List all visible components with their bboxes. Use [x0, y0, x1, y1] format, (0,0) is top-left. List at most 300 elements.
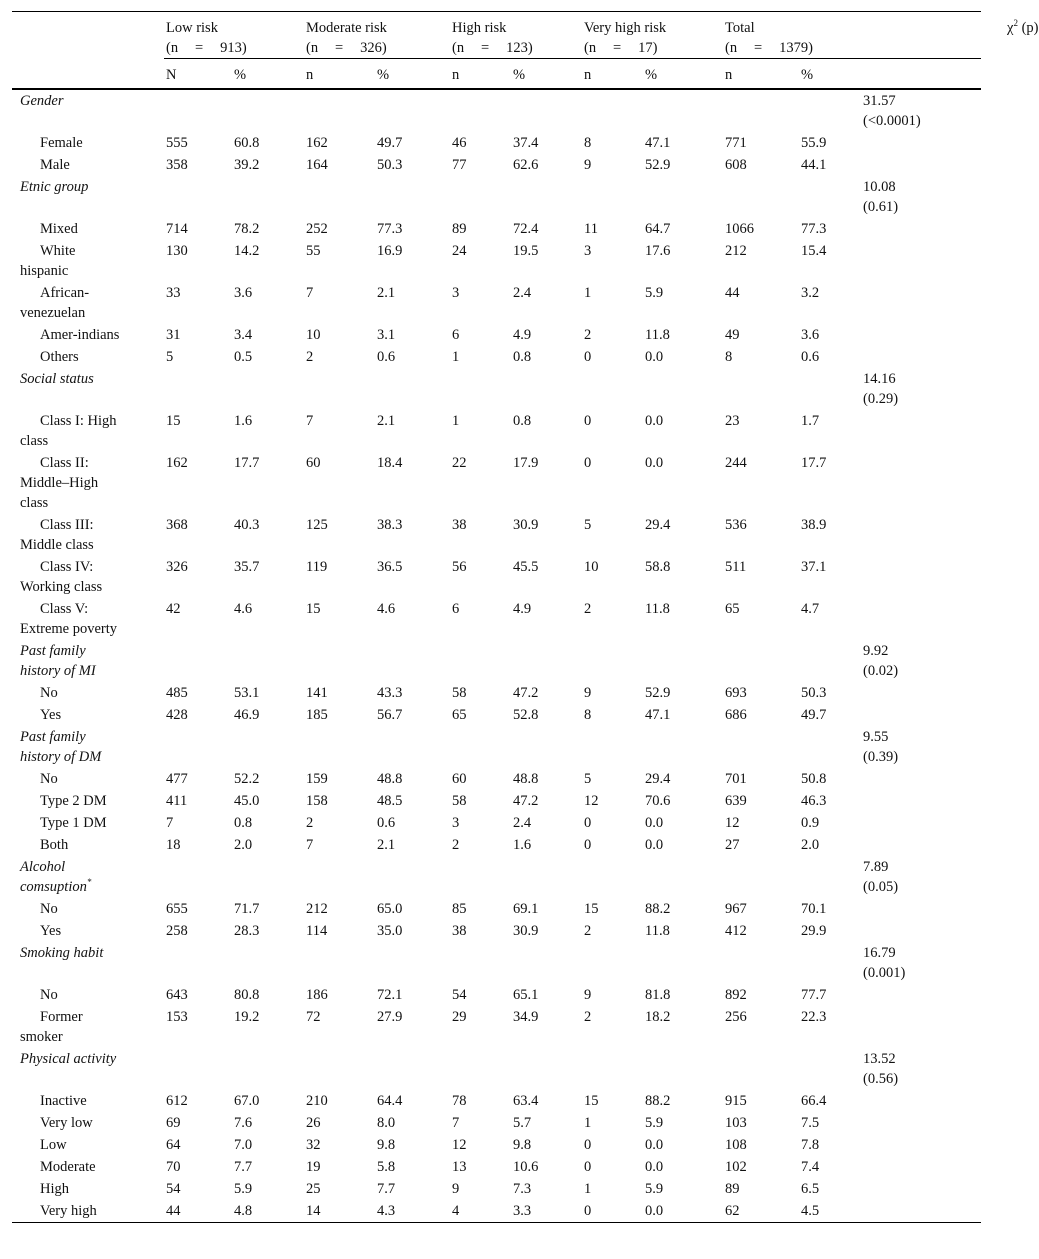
cell-value: 511 — [725, 559, 747, 575]
category-label: Smoking habit — [20, 945, 104, 961]
row-label: Mixed — [40, 221, 78, 237]
cell-value: 10 — [306, 327, 321, 343]
cell-value: 17.7 — [801, 455, 827, 471]
cell-value: 58.8 — [645, 559, 671, 575]
cell-value: 5 — [584, 517, 592, 533]
table-row — [12, 790, 981, 812]
cell-value: 9.8 — [377, 1137, 396, 1153]
cell-value: 1.6 — [234, 413, 253, 429]
cell-value: 34.9 — [513, 1009, 539, 1025]
cell-value: 3.2 — [801, 285, 820, 301]
row-label: Class V: Extreme poverty — [20, 601, 118, 637]
cell-value: 77.7 — [801, 987, 827, 1003]
cell-value: 62 — [723, 1200, 799, 1223]
cell-value: 78.2 — [234, 221, 260, 237]
cell-value: 103 — [725, 1115, 747, 1131]
cell-value: 0.0 — [645, 1159, 664, 1175]
cell-value: 17.7 — [234, 455, 260, 471]
table-row — [12, 704, 981, 726]
cell-value: 13 — [452, 1159, 467, 1175]
cell-value: 54 — [452, 987, 467, 1003]
category-row-physical — [12, 1048, 981, 1090]
header-moderate-risk: Moderate risk (n = 326) — [304, 12, 450, 59]
category-row-alcohol — [12, 856, 981, 898]
table-row — [12, 1178, 981, 1200]
cell-value: 6 — [452, 601, 460, 617]
cell-value: 7 — [306, 285, 314, 301]
cell-value: 2 — [584, 923, 592, 939]
cell-value: 72 — [306, 1009, 321, 1025]
cell-value: 7.3 — [513, 1181, 532, 1197]
cell-value: 55 — [306, 243, 321, 259]
cell-value: 164 — [306, 157, 328, 173]
table-row — [12, 132, 981, 154]
row-label: Others — [40, 349, 79, 365]
cell-value: 30.9 — [513, 923, 539, 939]
cell-value: 44 — [725, 285, 740, 301]
table-row — [12, 1200, 981, 1223]
cell-value: 7.8 — [801, 1137, 820, 1153]
cell-value: 0 — [584, 1159, 592, 1175]
cell-value: 10.6 — [513, 1159, 539, 1175]
cell-value: 18.4 — [377, 455, 403, 471]
cell-value: 714 — [166, 221, 188, 237]
cell-value: 102 — [725, 1159, 747, 1175]
risk-table — [12, 11, 1039, 1223]
cell-value: 46.3 — [801, 793, 827, 809]
cell-value: 40.3 — [234, 517, 260, 533]
cell-value: 119 — [306, 559, 328, 575]
cell-value: 77 — [452, 157, 467, 173]
cell-value: 5 — [584, 771, 592, 787]
cell-value: 108 — [725, 1137, 747, 1153]
cell-value: 0.8 — [513, 349, 532, 365]
cell-value: 47.2 — [513, 685, 539, 701]
cell-value: 5.8 — [377, 1159, 396, 1175]
cell-value: 9 — [584, 685, 592, 701]
cell-value: 77.3 — [377, 221, 403, 237]
cell-value: 1 — [584, 1115, 592, 1131]
cell-value: 15 — [166, 413, 181, 429]
chi-value: 10.08 (0.61) — [863, 179, 899, 215]
cell-value: 258 — [166, 923, 188, 939]
table-row — [12, 346, 981, 368]
cell-value: 38 — [452, 923, 467, 939]
row-label: Very low — [40, 1115, 93, 1131]
row-label: Moderate — [40, 1159, 96, 1175]
row-label: African- venezuelan — [20, 285, 90, 321]
cell-value: 4.3 — [375, 1200, 450, 1223]
cell-value: 256 — [725, 1009, 747, 1025]
table-row — [12, 1156, 981, 1178]
category-label: Physical activity — [20, 1051, 117, 1067]
cell-value: 5 — [166, 349, 174, 365]
cell-value: 643 — [166, 987, 188, 1003]
table-row — [12, 682, 981, 704]
cell-value: 3.3 — [511, 1200, 582, 1223]
cell-value: 7 — [306, 837, 314, 853]
cell-value: 2.4 — [513, 815, 532, 831]
table-row — [12, 768, 981, 790]
cell-value: 80.8 — [234, 987, 260, 1003]
cell-value: 35.0 — [377, 923, 403, 939]
category-row-smoking — [12, 942, 981, 984]
cell-value: 0.0 — [645, 1137, 664, 1153]
cell-value: 0.8 — [234, 815, 253, 831]
cell-value: 1 — [584, 285, 592, 301]
cell-value: 15 — [584, 901, 599, 917]
cell-value: 3 — [452, 815, 460, 831]
cell-value: 4.9 — [513, 601, 532, 617]
cell-value: 639 — [725, 793, 747, 809]
cell-value: 0 — [584, 1137, 592, 1153]
cell-value: 53.1 — [234, 685, 260, 701]
cell-value: 153 — [166, 1009, 188, 1025]
cell-value: 3 — [584, 243, 592, 259]
table-row — [12, 240, 981, 282]
chi-value: 14.16 (0.29) — [863, 371, 899, 407]
cell-value: 48.5 — [377, 793, 403, 809]
cell-value: 1 — [452, 349, 460, 365]
cell-value: 19.2 — [234, 1009, 260, 1025]
header-sub-row: N % n % n % n % n % — [12, 59, 981, 90]
cell-value: 11.8 — [645, 327, 670, 343]
cell-value: 69 — [166, 1115, 181, 1131]
cell-value: 358 — [166, 157, 188, 173]
cell-value: 52.2 — [234, 771, 260, 787]
cell-value: 77.3 — [801, 221, 827, 237]
cell-value: 555 — [166, 135, 188, 151]
cell-value: 1 — [584, 1181, 592, 1197]
cell-value: 2.4 — [513, 285, 532, 301]
cell-value: 9 — [452, 1181, 460, 1197]
cell-value: 14 — [304, 1200, 375, 1223]
cell-value: 37.4 — [513, 135, 539, 151]
cell-value: 0.9 — [801, 815, 820, 831]
cell-value: 162 — [306, 135, 328, 151]
cell-value: 2 — [306, 349, 314, 365]
cell-value: 693 — [725, 685, 747, 701]
cell-value: 67.0 — [234, 1093, 260, 1109]
table-row — [12, 218, 981, 240]
table-row — [12, 514, 981, 556]
cell-value: 72.1 — [377, 987, 403, 1003]
cell-value: 49.7 — [377, 135, 403, 151]
header-high-risk: High risk (n = 123) — [450, 12, 582, 59]
table-body — [12, 89, 981, 1223]
cell-value: 967 — [725, 901, 747, 917]
cell-value: 49 — [725, 327, 740, 343]
cell-value: 66.4 — [801, 1093, 827, 1109]
table-row — [12, 984, 981, 1006]
cell-value: 63.4 — [513, 1093, 539, 1109]
cell-value: 7.0 — [234, 1137, 253, 1153]
cell-value: 0 — [584, 349, 592, 365]
cell-value: 212 — [725, 243, 747, 259]
cell-value: 3 — [452, 285, 460, 301]
cell-value: 70.1 — [801, 901, 827, 917]
cell-value: 29.4 — [645, 771, 671, 787]
cell-value: 89 — [725, 1181, 740, 1197]
cell-value: 252 — [306, 221, 328, 237]
cell-value: 412 — [725, 923, 747, 939]
cell-value: 0.5 — [234, 349, 253, 365]
row-label: Class I: High class — [20, 413, 117, 449]
cell-value: 114 — [306, 923, 328, 939]
cell-value: 32 — [306, 1137, 321, 1153]
cell-value: 368 — [166, 517, 188, 533]
cell-value: 18 — [166, 837, 181, 853]
cell-value: 485 — [166, 685, 188, 701]
row-label: Yes — [40, 707, 62, 723]
cell-value: 4.8 — [232, 1200, 304, 1223]
cell-value: 50.3 — [377, 157, 403, 173]
cell-value: 4 — [450, 1200, 511, 1223]
cell-value: 7 — [166, 815, 174, 831]
cell-value: 771 — [725, 135, 747, 151]
cell-value: 70.6 — [645, 793, 671, 809]
cell-value: 185 — [306, 707, 328, 723]
row-label: No — [40, 771, 58, 787]
cell-value: 7.7 — [234, 1159, 253, 1175]
cell-value: 52.9 — [645, 157, 671, 173]
cell-value: 0 — [584, 455, 592, 471]
cell-value: 0.6 — [801, 349, 820, 365]
cell-value: 28.3 — [234, 923, 260, 939]
cell-value: 411 — [166, 793, 188, 809]
cell-value: 30.9 — [513, 517, 539, 533]
cell-value: 2.0 — [234, 837, 253, 853]
cell-value: 4.6 — [234, 601, 253, 617]
cell-value: 70 — [166, 1159, 181, 1175]
cell-value: 25 — [306, 1181, 321, 1197]
cell-value: 85 — [452, 901, 467, 917]
table-row — [12, 920, 981, 942]
cell-value: 6.5 — [801, 1181, 820, 1197]
cell-value: 22.3 — [801, 1009, 827, 1025]
cell-value: 18.2 — [645, 1009, 671, 1025]
cell-value: 3.6 — [801, 327, 820, 343]
cell-value: 5.9 — [645, 1181, 664, 1197]
cell-value: 212 — [306, 901, 328, 917]
header-empty — [12, 12, 164, 59]
cell-value: 2 — [584, 327, 592, 343]
chi-value: 7.89 (0.05) — [863, 859, 899, 895]
category-row-gender — [12, 89, 981, 132]
category-label: Alcohol comsuption* — [20, 859, 92, 895]
cell-value: 0.0 — [645, 837, 664, 853]
cell-value: 65.0 — [377, 901, 403, 917]
cell-value: 5.9 — [234, 1181, 253, 1197]
cell-value: 60 — [306, 455, 321, 471]
cell-value: 7.5 — [801, 1115, 820, 1131]
cell-value: 7 — [452, 1115, 460, 1131]
category-label: Etnic group — [20, 179, 89, 195]
cell-value: 65.1 — [513, 987, 539, 1003]
header-low-risk: Low risk (n = 913) — [164, 12, 304, 59]
category-row-etnic — [12, 176, 981, 218]
cell-value: 29.9 — [801, 923, 827, 939]
cell-value: 655 — [166, 901, 188, 917]
cell-value: 0 — [584, 413, 592, 429]
table-row — [12, 812, 981, 834]
cell-value: 44.1 — [801, 157, 827, 173]
category-label: Past family history of MI — [20, 643, 96, 679]
category-row-social — [12, 368, 981, 410]
cell-value: 22 — [452, 455, 467, 471]
cell-value: 11.8 — [645, 923, 670, 939]
cell-value: 1.7 — [801, 413, 820, 429]
cell-value: 65 — [452, 707, 467, 723]
row-label: High — [40, 1181, 69, 1197]
cell-value: 701 — [725, 771, 747, 787]
table-row — [12, 898, 981, 920]
cell-value: 36.5 — [377, 559, 403, 575]
cell-value: 8 — [584, 135, 592, 151]
cell-value: 47.1 — [645, 135, 671, 151]
cell-value: 64.4 — [377, 1093, 403, 1109]
cell-value: 71.7 — [234, 901, 260, 917]
cell-value: 29 — [452, 1009, 467, 1025]
cell-value: 19 — [306, 1159, 321, 1175]
cell-value: 81.8 — [645, 987, 671, 1003]
cell-value: 8 — [584, 707, 592, 723]
cell-value: 27.9 — [377, 1009, 403, 1025]
cell-value: 0.6 — [377, 349, 396, 365]
cell-value: 11 — [584, 221, 598, 237]
row-label: Female — [40, 135, 83, 151]
row-label: Both — [40, 837, 69, 853]
cell-value: 56 — [452, 559, 467, 575]
cell-value: 0.0 — [645, 815, 664, 831]
cell-value: 10 — [584, 559, 599, 575]
cell-value: 11.8 — [645, 601, 670, 617]
cell-value: 62.6 — [513, 157, 539, 173]
cell-value: 4.6 — [377, 601, 396, 617]
table-row — [12, 1006, 981, 1048]
chi-value: 9.55 (0.39) — [863, 729, 899, 765]
cell-value: 64 — [166, 1137, 181, 1153]
cell-value: 2 — [584, 601, 592, 617]
cell-value: 210 — [306, 1093, 328, 1109]
row-label: Class IV: Working class — [20, 559, 103, 595]
cell-value: 17.9 — [513, 455, 539, 471]
cell-value: 12 — [452, 1137, 467, 1153]
cell-value: 17.6 — [645, 243, 671, 259]
cell-value: 24 — [452, 243, 467, 259]
table-row — [12, 1090, 981, 1112]
cell-value: 477 — [166, 771, 188, 787]
cell-value: 4.7 — [801, 601, 820, 617]
cell-value: 15 — [306, 601, 321, 617]
cell-value: 52.9 — [645, 685, 671, 701]
cell-value: 7.6 — [234, 1115, 253, 1131]
cell-value: 612 — [166, 1093, 188, 1109]
cell-value: 428 — [166, 707, 188, 723]
cell-value: 2.1 — [377, 837, 396, 853]
row-label: No — [40, 685, 58, 701]
table-row — [12, 154, 981, 176]
cell-value: 0.0 — [645, 349, 664, 365]
cell-value: 48.8 — [513, 771, 539, 787]
cell-value: 0 — [584, 837, 592, 853]
cell-value: 39.2 — [234, 157, 260, 173]
cell-value: 0.8 — [513, 413, 532, 429]
cell-value: 326 — [166, 559, 188, 575]
cell-value: 7.4 — [801, 1159, 820, 1175]
row-label: Type 2 DM — [40, 793, 107, 809]
cell-value: 42 — [166, 601, 181, 617]
cell-value: 608 — [725, 157, 747, 173]
cell-value: 0 — [584, 815, 592, 831]
row-label: Male — [40, 157, 70, 173]
table-row — [12, 452, 981, 514]
cell-value: 15 — [584, 1093, 599, 1109]
cell-value: 0.0 — [645, 455, 664, 471]
cell-value: 892 — [725, 987, 747, 1003]
row-label: Very high — [12, 1200, 164, 1223]
cell-value: 46.9 — [234, 707, 260, 723]
row-label: Class II: Middle–High class — [20, 455, 99, 511]
header-group-row: Low risk (n = 913) Moderate risk (n = 326) High risk (n = 123) Very high risk (n = 17) Total (n = 1379) $\chi^2$ (p) — [12, 12, 981, 59]
cell-value: 31 — [166, 327, 181, 343]
cell-value: 5.7 — [513, 1115, 532, 1131]
cell-value: 0 — [582, 1200, 643, 1223]
cell-value: 43.3 — [377, 685, 403, 701]
cell-value: 7 — [306, 413, 314, 429]
cell-value: 38.9 — [801, 517, 827, 533]
cell-value: 56.7 — [377, 707, 403, 723]
cell-value: 60 — [452, 771, 467, 787]
cell-value: 33 — [166, 285, 181, 301]
cell-value: 23 — [725, 413, 740, 429]
table-row — [12, 282, 981, 324]
cell-value: 915 — [725, 1093, 747, 1109]
table-row — [12, 1112, 981, 1134]
cell-value: 35.7 — [234, 559, 260, 575]
cell-value: 47.1 — [645, 707, 671, 723]
cell-value: 5.9 — [645, 285, 664, 301]
cell-value: 78 — [452, 1093, 467, 1109]
cell-value: 9 — [584, 157, 592, 173]
cell-value: 1.6 — [513, 837, 532, 853]
cell-value: 2.1 — [377, 285, 396, 301]
header-total: Total (n = 1379) — [723, 12, 981, 59]
chi-value: 9.92 (0.02) — [863, 643, 899, 679]
category-row-dm — [12, 726, 981, 768]
cell-value: 6 — [452, 327, 460, 343]
row-label: Type 1 DM — [40, 815, 107, 831]
cell-value: 244 — [725, 455, 747, 471]
cell-value: 0.6 — [377, 815, 396, 831]
cell-value: 9.8 — [513, 1137, 532, 1153]
cell-value: 536 — [725, 517, 747, 533]
table-row — [12, 410, 981, 452]
cell-value: 58 — [452, 793, 467, 809]
cell-value: 88.2 — [645, 901, 671, 917]
cell-value: 2.1 — [377, 413, 396, 429]
row-label: Inactive — [40, 1093, 87, 1109]
table-row — [12, 324, 981, 346]
table-row — [12, 556, 981, 598]
chi-value: 31.57 (<0.0001) — [863, 93, 921, 129]
cell-value: 2 — [452, 837, 460, 853]
cell-value: 7.7 — [377, 1181, 396, 1197]
cell-value: 19.5 — [513, 243, 539, 259]
cell-value: 162 — [166, 455, 188, 471]
cell-value: 27 — [725, 837, 740, 853]
cell-value: 45.5 — [513, 559, 539, 575]
